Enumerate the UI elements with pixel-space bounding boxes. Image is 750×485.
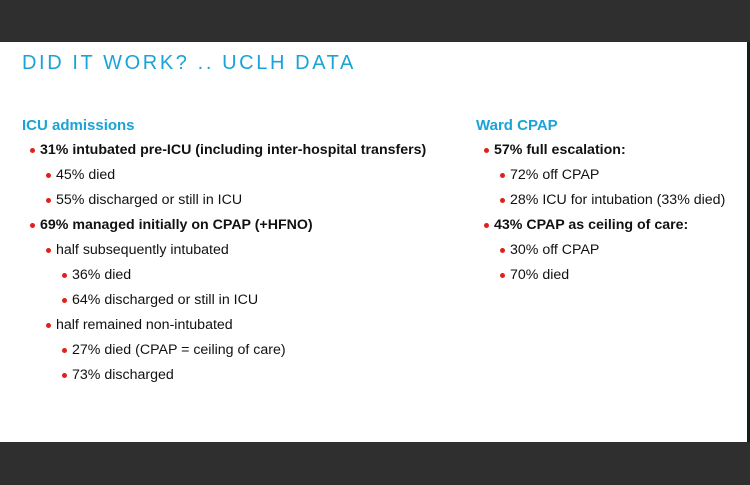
list-item	[22, 338, 462, 363]
list-item	[476, 263, 744, 288]
bullet-icon	[30, 223, 35, 228]
list-item-text: 64% discharged or still in ICU	[72, 292, 259, 308]
ward-cpap-column	[476, 114, 744, 288]
list-item-text: 57% full escalation:	[494, 142, 626, 158]
list-item	[22, 163, 462, 188]
list-item	[22, 263, 462, 288]
list-item	[476, 213, 744, 238]
bullet-icon	[62, 373, 67, 378]
list-item	[22, 138, 462, 163]
bullet-icon	[46, 173, 51, 178]
letterbox-bottom	[0, 442, 750, 485]
icu-admissions-heading: ICU admissions	[22, 117, 135, 134]
list-item-text: 55% discharged or still in ICU	[56, 192, 243, 208]
bullet-icon	[30, 148, 35, 153]
list-item	[22, 213, 462, 238]
ward-cpap-heading: Ward CPAP	[476, 117, 558, 134]
list-item-text: 43% CPAP as ceiling of care:	[494, 217, 689, 233]
list-item	[476, 238, 744, 263]
list-item	[22, 288, 462, 313]
list-item	[22, 238, 462, 263]
list-item-text: 27% died (CPAP = ceiling of care)	[72, 342, 286, 358]
list-item-text: 72% off CPAP	[510, 167, 600, 183]
list-item	[22, 363, 462, 388]
list-item	[22, 188, 462, 213]
bullet-icon	[62, 298, 67, 303]
list-item-text: 31% intubated pre-ICU (including inter-hospital transfers)	[40, 142, 427, 158]
list-item-text: half remained non-intubated	[56, 317, 233, 333]
slide-title: DID IT WORK? .. UCLH DATA	[22, 52, 356, 74]
list-item-text: 69% managed initially on CPAP (+HFNO)	[40, 217, 313, 233]
list-item	[476, 188, 744, 213]
bullet-icon	[46, 198, 51, 203]
list-item	[22, 313, 462, 338]
list-item-text: 36% died	[72, 267, 132, 283]
bullet-icon	[62, 273, 67, 278]
list-item-text: 70% died	[510, 267, 570, 283]
bullet-icon	[46, 248, 51, 253]
bullet-icon	[62, 348, 67, 353]
list-item-text: 73% discharged	[72, 367, 174, 383]
bullet-icon	[500, 173, 505, 178]
bullet-icon	[500, 248, 505, 253]
list-item-text: 28% ICU for intubation (33% died)	[510, 192, 726, 208]
bullet-icon	[46, 323, 51, 328]
icu-admissions-column	[22, 114, 462, 388]
bullet-icon	[484, 223, 489, 228]
list-item	[476, 138, 744, 163]
bullet-icon	[500, 198, 505, 203]
list-item-text: 30% off CPAP	[510, 242, 600, 258]
list-item	[476, 163, 744, 188]
letterbox-top	[0, 0, 750, 42]
bullet-icon	[484, 148, 489, 153]
list-item-text: half subsequently intubated	[56, 242, 229, 258]
bullet-icon	[500, 273, 505, 278]
list-item-text: 45% died	[56, 167, 116, 183]
